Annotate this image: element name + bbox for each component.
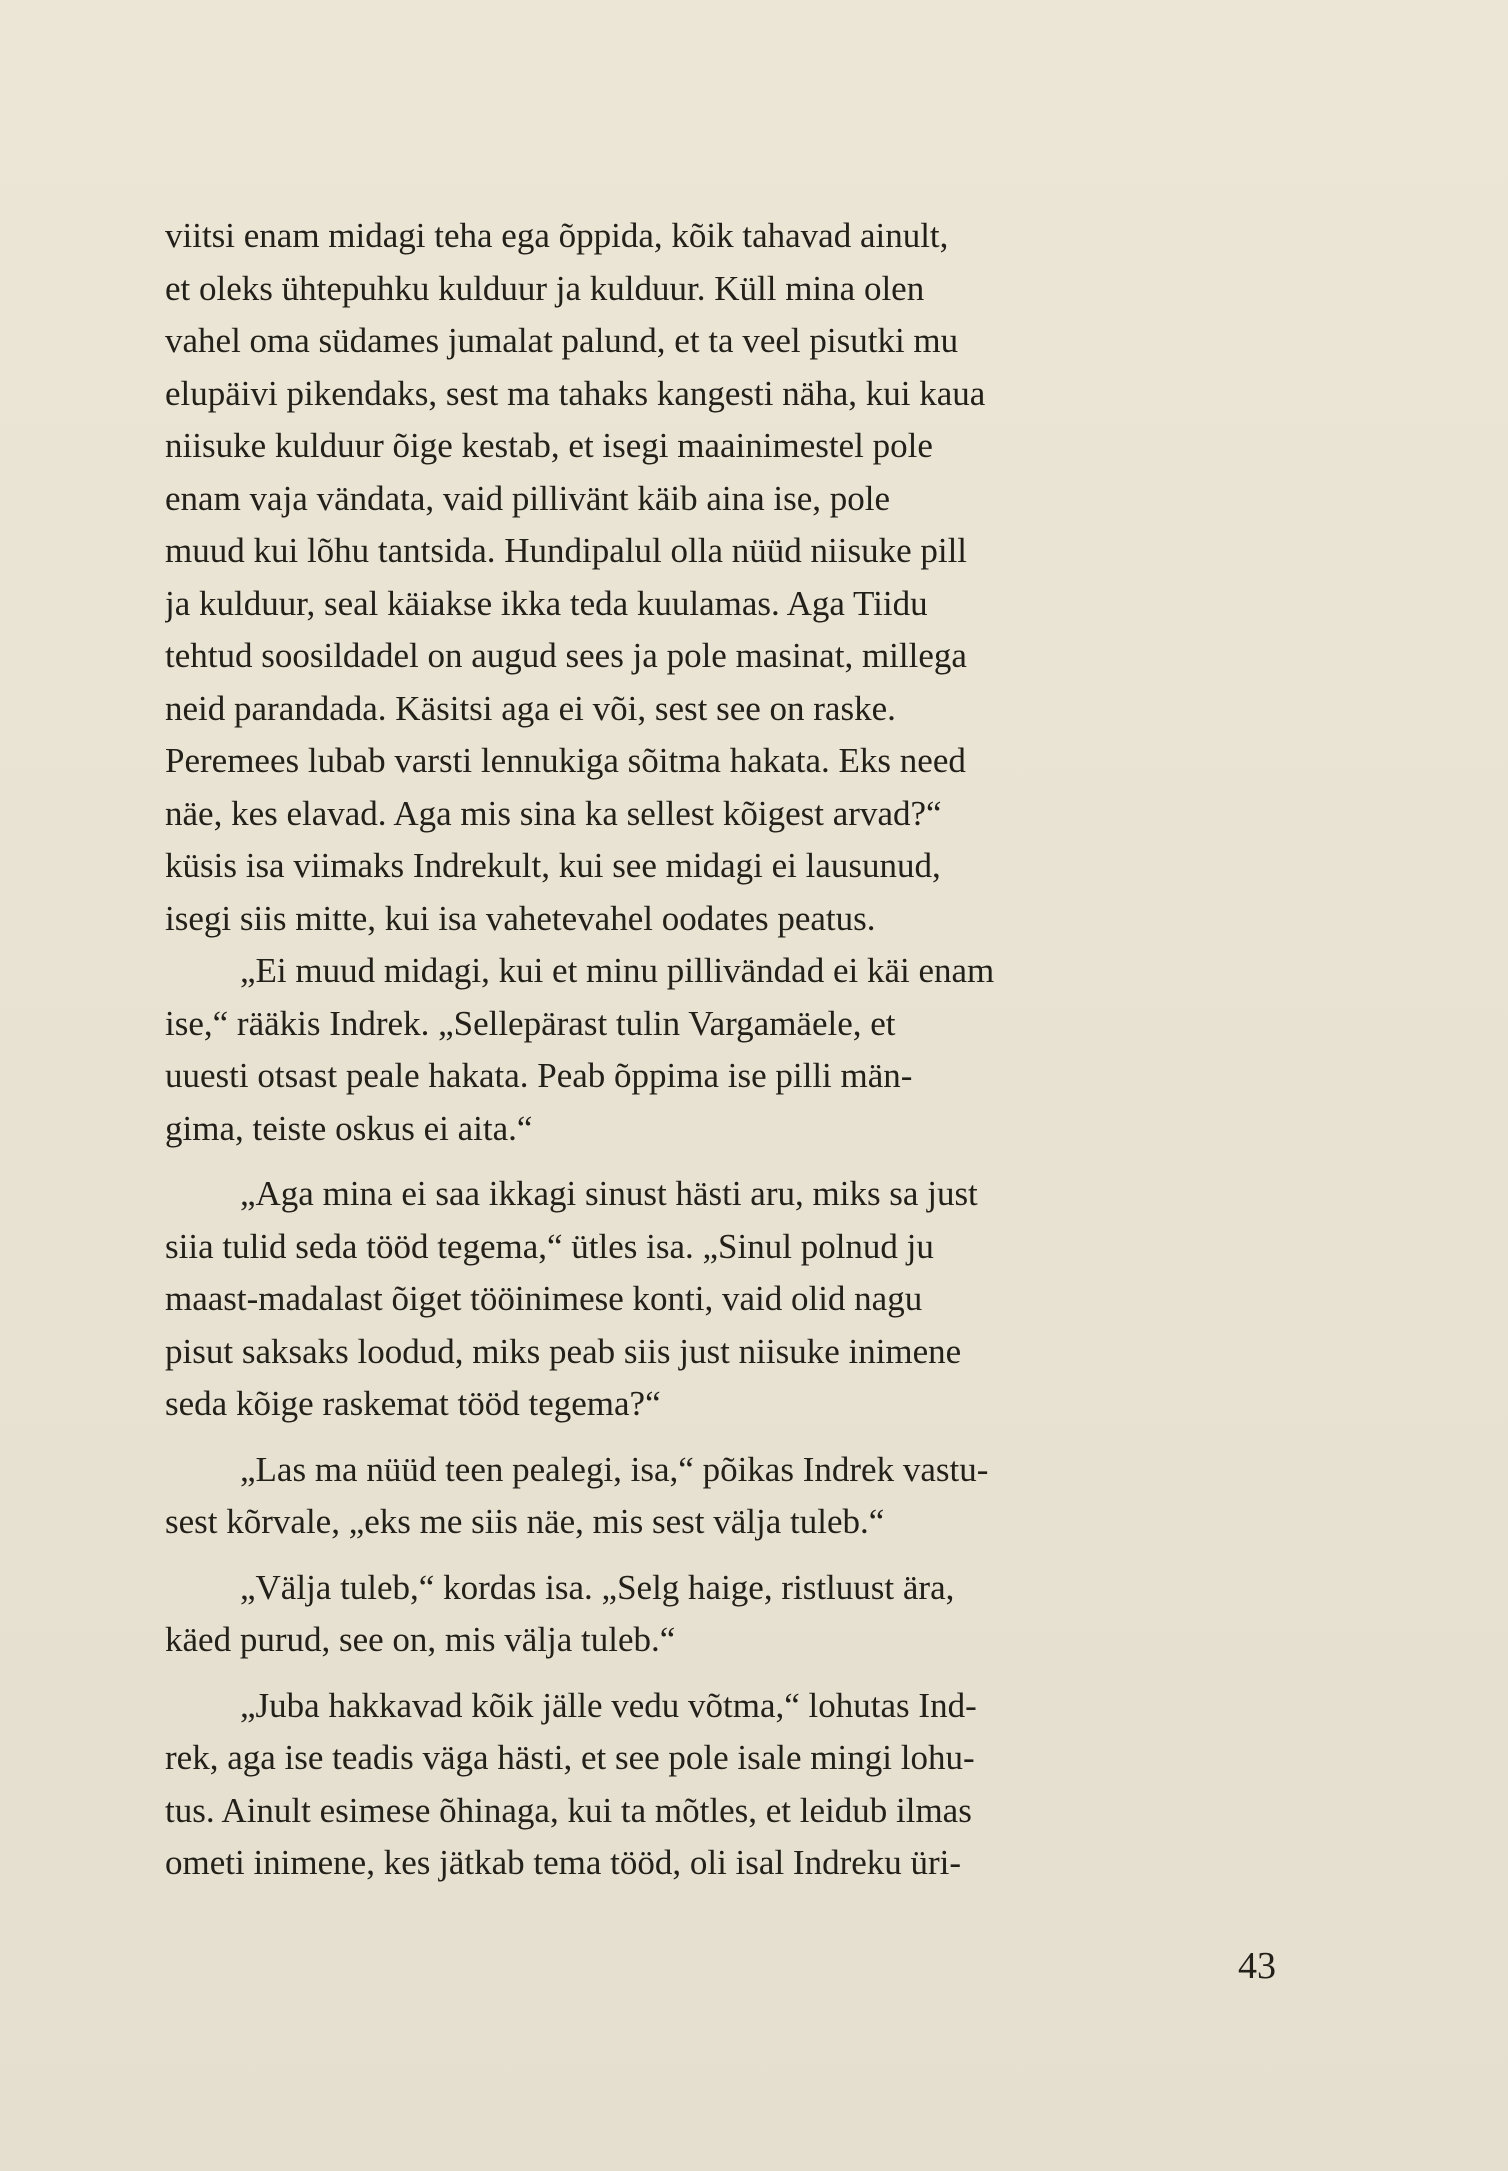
page-number: 43 [1238,1945,1276,1987]
text-line: tus. Ainult esimese õhinaga, kui ta mõtles, et leidub ilmas [165,1790,972,1830]
text-line: seda kõige raskemat tööd tegema?“ [165,1384,661,1423]
text-line: näe, kes elavad. Aga mis sina ka sellest kõigest arvad?“ [165,793,942,833]
text-line: „Välja tuleb,“ kordas isa. „Selg haige, ristluust ära, [240,1567,955,1607]
text-line: viitsi enam midagi teha ega õppida, kõik tahavad ainult, [165,216,949,255]
text-line: Peremees lubab varsti lennukiga sõitma hakata. Eks need [165,741,966,780]
text-line: „Juba hakkavad kõik jälle vedu võtma,“ lohutas Ind- [240,1685,977,1725]
text-line: maast-madalast õiget tööinimese konti, vaid olid nagu [165,1279,923,1318]
text-line: neid parandada. Käsitsi aga ei või, sest see on raske. [165,688,896,728]
text-line: muud kui lõhu tantsida. Hundipalul olla nüüd niisuke pill [165,531,968,570]
text-line: enam vaja vändata, vaid pillivänt käib aina ise, pole [165,478,891,518]
text-line: vahel oma südames jumalat palund, et ta veel pisutki mu [165,321,959,360]
text-line: siia tulid seda tööd tegema,“ ütles isa. „Sinul polnud ju [165,1226,934,1266]
text-line: elupäivi pikendaks, sest ma tahaks kangesti näha, kui kaua [165,373,986,413]
text-line: rek, aga ise teadis väga hästi, et see pole isale mingi lohu- [165,1738,975,1777]
text-line: niisuke kulduur õige kestab, et isegi maainimestel pole [165,426,933,465]
text-line: ometi inimene, kes jätkab tema tööd, oli isal Indreku üri- [165,1843,962,1882]
text-line: tehtud soosildadel on augud sees ja pole masinat, millega [165,636,967,675]
text-line: uuesti otsast peale hakata. Peab õppima ise pilli män- [165,1056,913,1095]
text-line: küsis isa viimaks Indrekult, kui see midagi ei lausunud, [165,846,941,885]
text-line: sest kõrvale, „eks me siis näe, mis sest välja tuleb.“ [165,1502,885,1541]
text-line: ise,“ rääkis Indrek. „Sellepärast tulin Vargamäele, et [165,1003,896,1043]
text-line: gima, teiste oskus ei aita.“ [165,1108,533,1148]
text-line: „Las ma nüüd teen pealegi, isa,“ põikas Indrek vastu- [240,1449,989,1489]
text-line: et oleks ühtepuhku kulduur ja kulduur. Küll mina olen [165,268,925,308]
text-line: „Ei muud midagi, kui et minu pillivändad ei käi enam [240,951,995,990]
text-line: pisut saksaks loodud, miks peab siis just niisuke inimene [165,1331,962,1371]
text-line: ja kulduur, seal käiakse ikka teda kuulamas. Aga Tiidu [165,583,928,623]
body-text [165,210,1277,1890]
text-line: isegi siis mitte, kui isa vahetevahel oodates peatus. [165,898,876,938]
text-line: „Aga mina ei saa ikkagi sinust hästi aru, miks sa just [240,1174,978,1213]
text-line: käed purud, see on, mis välja tuleb.“ [165,1620,676,1659]
